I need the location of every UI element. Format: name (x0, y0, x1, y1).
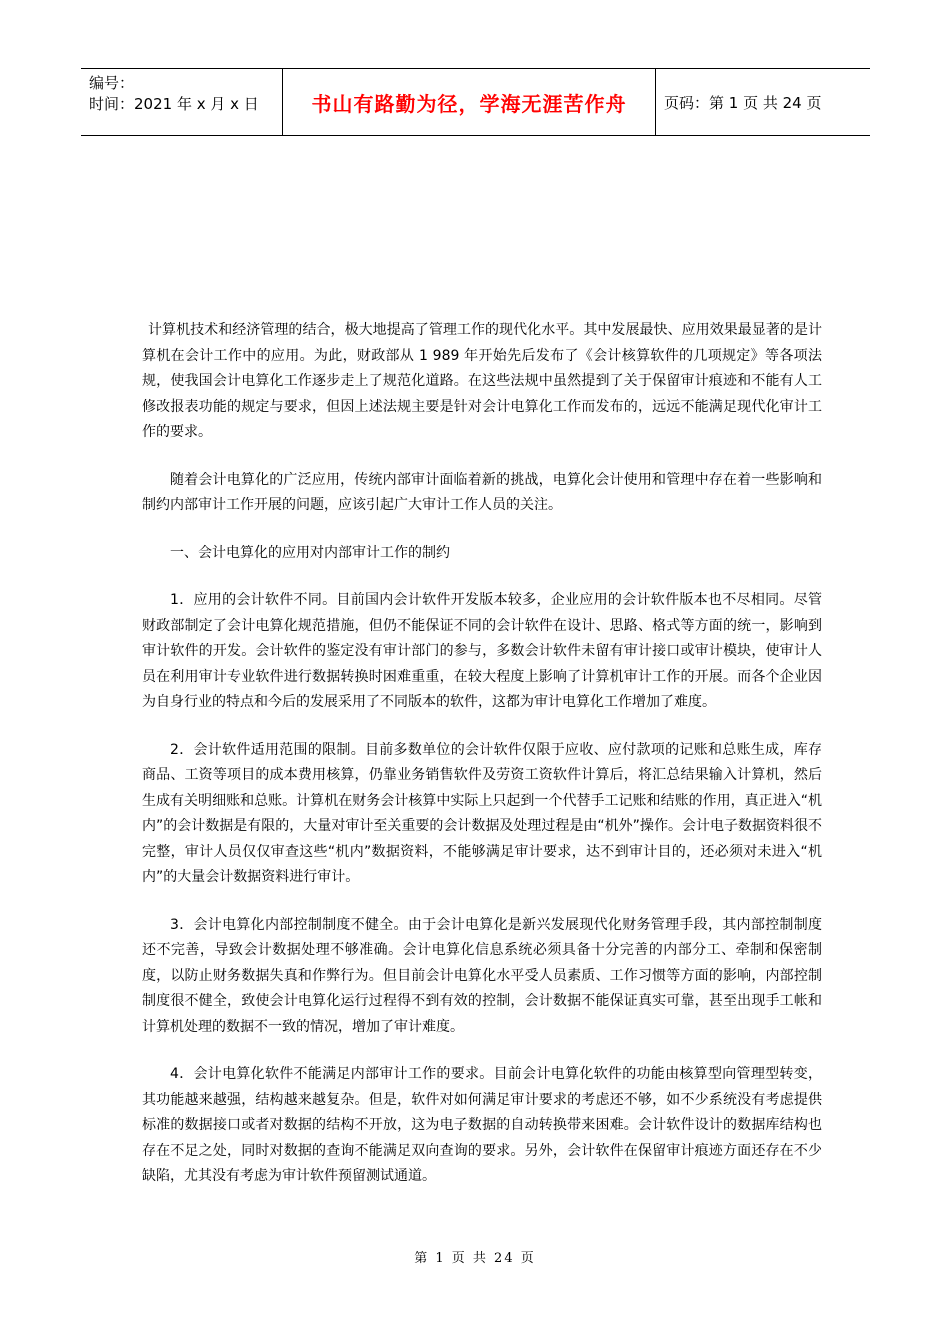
body-paragraph-point-3: 3．会计电算化内部控制制度不健全。由于会计电算化是新兴发展现代化财务管理手段，其内部控制制度还不完善，导致会计数据处理不够准确。会计电算化信息系统必须具备十分完善的内部分工、牵制和保密制度，以防止财务数据失真和作弊行为。但目前会计电算化水平受人员素质、工作习惯等方面的影响，内部控制制度很不健全，致使会计电算化运行过程得不到有效的控制，会计数据不能保证真实可靠，甚至出现手工帐和计算机处理的数据不一致的情况，增加了审计难度。 (142, 916, 822, 1035)
document-date-label: 时间：2021 年 x 月 x 日 (89, 95, 259, 113)
body-paragraph-point-2: 2．会计软件适用范围的限制。目前多数单位的会计软件仅限于应收、应付款项的记账和总账生成，库存商品、工资等项目的成本费用核算，仍靠业务销售软件及劳资工资软件计算后，将汇总结果输入计算机，然后生成有关明细账和总账。计算机在财务会计核算中实际上只起到一个代替手工记账和结账的作用，真正进入“机内”的会计数据是有限的，大量对审计至关重要的会计数据及处理过程是由“机外”操作。会计电子数据资料很不完整，审计人员仅仅审查这些“机内”数据资料，不能够满足审计要求，达不到审计目的，还必须对未进入“机内”的大量会计数据资料进行审计。 (142, 741, 822, 885)
body-paragraph-challenge: 随着会计电算化的广泛应用，传统内部审计面临着新的挑战，电算化会计使用和管理中存在着一些影响和制约内部审计工作开展的问题，应该引起广大审计工作人员的关注。 (142, 471, 822, 513)
header-motto: 书山有路勤为径，学海无涯苦作舟 (311, 91, 627, 116)
header-page-info: 页码：第 1 页 共 24 页 (664, 93, 822, 112)
body-paragraph-point-4: 4．会计电算化软件不能满足内部审计工作的要求。目前会计电算化软件的功能由核算型向管理型转变，其功能越来越强，结构越来越复杂。但是，软件对如何满足审计要求的考虑还不够，如不少系统没有考虑提供标准的数据接口或者对数据的结构不开放，这为电子数据的自动转换带来困难。会计软件设计的数据库结构也存在不足之处，同时对数据的查询不能满足双向查询的要求。另外，会计软件在保留审计痕迹方面还存在不少缺陷，尤其没有考虑为审计软件预留测试通道。 (142, 1066, 822, 1184)
document-header (81, 68, 870, 136)
body-paragraph-point-1: 1．应用的会计软件不同。目前国内会计软件开发版本较多，企业应用的会计软件版本也不尽相同。尽管财政部制定了会计电算化规范措施，但仍不能保证不同的会计软件在设计、思路、格式等方面的统一，影响到审计软件的开发。会计软件的鉴定没有审计部门的参与，多数会计软件未留有审计接口或审计模块，使审计人员在利用审计专业软件进行数据转换时困难重重，在较大程度上影响了计算机审计工作的开展。而各个企业因为自身行业的特点和今后的发展采用了不同版本的软件，这都为审计电算化工作增加了难度。 (142, 592, 822, 710)
document-number-label: 编号： (89, 74, 135, 92)
document-body (142, 318, 822, 1212)
header-meta-cell (81, 69, 283, 135)
section-heading: 一、会计电算化的应用对内部审计工作的制约 (170, 544, 450, 561)
page-footer: 第 1 页 共 24 页 (414, 1251, 536, 1266)
body-paragraph-intro: 计算机技术和经济管理的结合，极大地提高了管理工作的现代化水平。其中发展最快、应用效果最显著的是计算机在会计工作中的应用。为此，财政部从 1 989 年开始先后发布了《会计核算软件的几项规定》等各项法规，使我国会计电算化工作逐步走上了规范化道路。在这些法规中虽然提到了关于保留审计痕迹和不能有人工修改报表功能的规定与要求，但因上述法规主要是针对会计电算化工作而发布的，远远不能满足现代化审计工作的要求。 (142, 322, 822, 440)
header-motto-cell (283, 69, 656, 135)
